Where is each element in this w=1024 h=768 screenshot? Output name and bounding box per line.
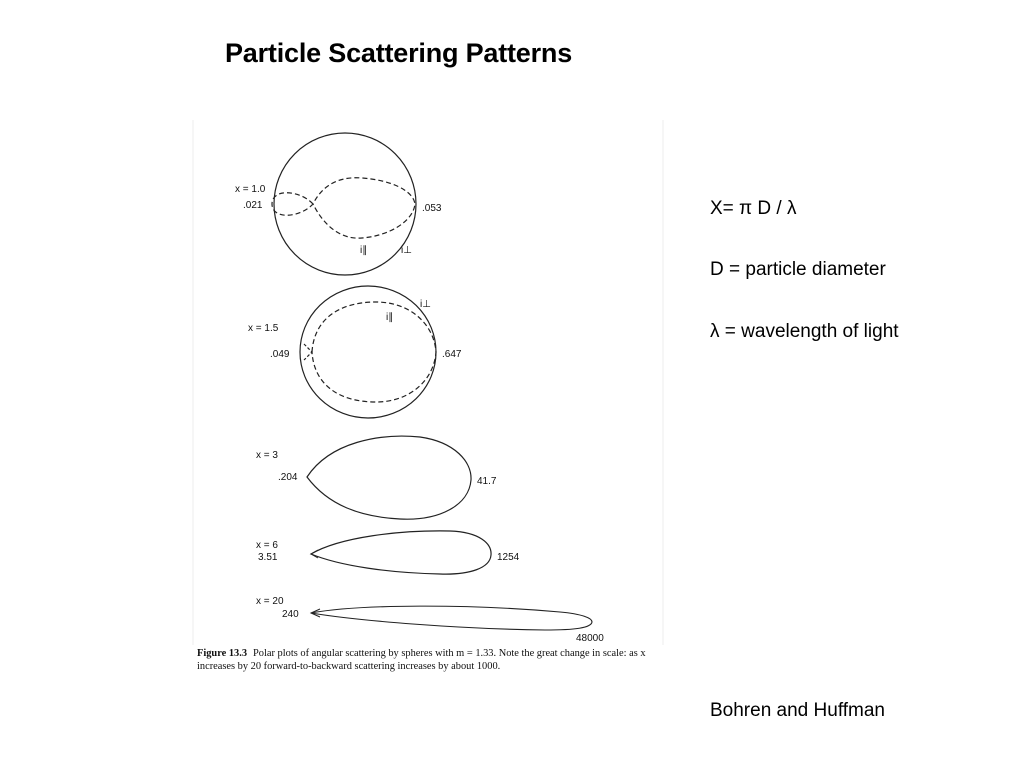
pattern-1-dashed-curve bbox=[272, 178, 415, 238]
pattern-x-1-0 bbox=[272, 133, 416, 275]
figure-caption bbox=[197, 647, 675, 673]
pattern-1-i-parallel-label: i∥ bbox=[360, 245, 368, 256]
pattern-5-curve bbox=[311, 606, 592, 630]
pattern-2-i-parallel-label: i∥ bbox=[386, 312, 394, 323]
pattern-4-backward-value: 3.51 bbox=[258, 552, 278, 563]
pattern-2-dashed-curve bbox=[312, 302, 436, 402]
pattern-2-solid-curve bbox=[300, 286, 436, 418]
pattern-1-x-label: x = 1.0 bbox=[235, 184, 266, 195]
pattern-4-forward-value: 1254 bbox=[497, 552, 520, 563]
wavelength-definition: λ = wavelength of light bbox=[710, 321, 899, 342]
pattern-2-backward-value: .049 bbox=[270, 349, 290, 360]
size-parameter-formula: X= π D / λ bbox=[710, 198, 797, 219]
pattern-5-forward-value: 48000 bbox=[576, 633, 604, 644]
pattern-4-x-label: x = 6 bbox=[256, 540, 278, 551]
pattern-x-1-5 bbox=[300, 286, 436, 418]
source-credit: Bohren and Huffman bbox=[710, 700, 885, 721]
pattern-2-i-perp-label: i⊥ bbox=[420, 299, 431, 310]
pattern-5-x-label: x = 20 bbox=[256, 596, 284, 607]
pattern-3-curve bbox=[307, 436, 471, 519]
pattern-2-x-label: x = 1.5 bbox=[248, 323, 279, 334]
pattern-1-forward-value: .053 bbox=[422, 203, 442, 214]
pattern-1-backward-value: .021 bbox=[243, 200, 263, 211]
pattern-5-backward-value: 240 bbox=[282, 609, 299, 620]
pattern-3-forward-value: 41.7 bbox=[477, 476, 497, 487]
pattern-2-forward-value: .647 bbox=[442, 349, 462, 360]
pattern-1-i-perp-label: i⊥ bbox=[401, 245, 412, 256]
pattern-3-x-label: x = 3 bbox=[256, 450, 278, 461]
diameter-definition: D = particle diameter bbox=[710, 259, 886, 280]
pattern-4-curve bbox=[311, 531, 491, 574]
figure-caption-lead: Figure 13.3 bbox=[197, 648, 248, 659]
pattern-1-solid-curve bbox=[274, 133, 416, 275]
figure-caption-text: Polar plots of angular scattering by spheres with m = 1.33. Note the great change in scale: as x increases by 20 forward-to-backward scattering increases by about 1000. bbox=[197, 648, 646, 672]
pattern-3-backward-value: .204 bbox=[278, 472, 298, 483]
slide-title: Particle Scattering Patterns bbox=[225, 38, 573, 68]
pattern-2-backward-notch bbox=[304, 344, 312, 360]
